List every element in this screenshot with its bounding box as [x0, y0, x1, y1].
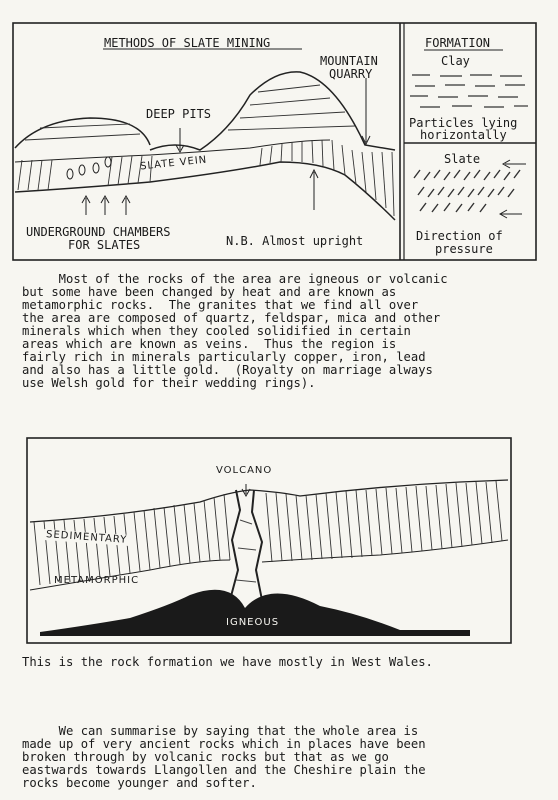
paragraph-line: the area are composed of quartz, feldspar, mica and other: [22, 311, 441, 325]
paragraph-line: but some have been changed by heat and are known as: [22, 285, 397, 299]
paragraph-line: use Welsh gold for their wedding rings).: [22, 376, 316, 390]
direction-label-1: Direction of: [416, 229, 503, 243]
underground-label-2: FOR SLATES: [68, 238, 141, 252]
clay-label: Clay: [441, 54, 470, 68]
slate-vein-label: SLATE VEIN: [139, 154, 208, 173]
deep-pits-label: DEEP PITS: [146, 107, 212, 121]
paragraph-line: fairly rich in minerals particularly copper, iron, lead: [22, 350, 426, 364]
igneous-label: IGNEOUS: [226, 617, 280, 628]
particles-label-2: horizontally: [420, 128, 507, 142]
paragraph-line: areas which are known as veins. Thus the region is: [22, 337, 397, 351]
slate-label: Slate: [444, 152, 481, 166]
paragraph-line: minerals which when they cooled solidified in certain: [22, 324, 411, 338]
upright-note: N.B. Almost upright: [226, 234, 364, 248]
rock-formation-figure: [0, 430, 558, 650]
particles-label-1: Particles lying: [409, 116, 518, 130]
metamorphic-label: METAMORPHIC: [54, 575, 140, 586]
paragraph-line: rocks become younger and softer.: [22, 776, 257, 790]
underground-label-1: UNDERGROUND CHAMBERS: [26, 225, 171, 239]
paragraph-line: and also has a little gold. (Royalty on marriage always: [22, 363, 433, 377]
paragraph-line: broken through by volcanic rocks but that as we go: [22, 750, 389, 764]
slate-mining-figure: [0, 0, 558, 270]
paragraph-summary: [22, 725, 426, 790]
direction-label-2: pressure: [435, 242, 493, 256]
formation-title: FORMATION: [425, 36, 491, 50]
paragraph-line: We can summarise by saying that the whole area is: [22, 724, 419, 738]
figure-title: METHODS OF SLATE MINING: [104, 36, 271, 50]
figure-caption: This is the rock formation we have mostly in West Wales.: [22, 655, 433, 669]
paragraph-line: Most of the rocks of the area are igneous or volcanic: [22, 272, 448, 286]
volcano-label: VOLCANO: [216, 465, 273, 476]
paragraph-line: eastwards towards Llangollen and the Cheshire plain the: [22, 763, 426, 777]
paragraph-rocks: [22, 273, 448, 390]
paragraph-line: metamorphic rocks. The granites that we find all over: [22, 298, 419, 312]
mountain-quarry-label-1: MOUNTAIN: [320, 54, 378, 68]
paragraph-line: made up of very ancient rocks which in places have been: [22, 737, 426, 751]
mountain-quarry-label-2: QUARRY: [329, 67, 373, 81]
sedimentary-label: SEDIMENTARY: [45, 529, 128, 546]
